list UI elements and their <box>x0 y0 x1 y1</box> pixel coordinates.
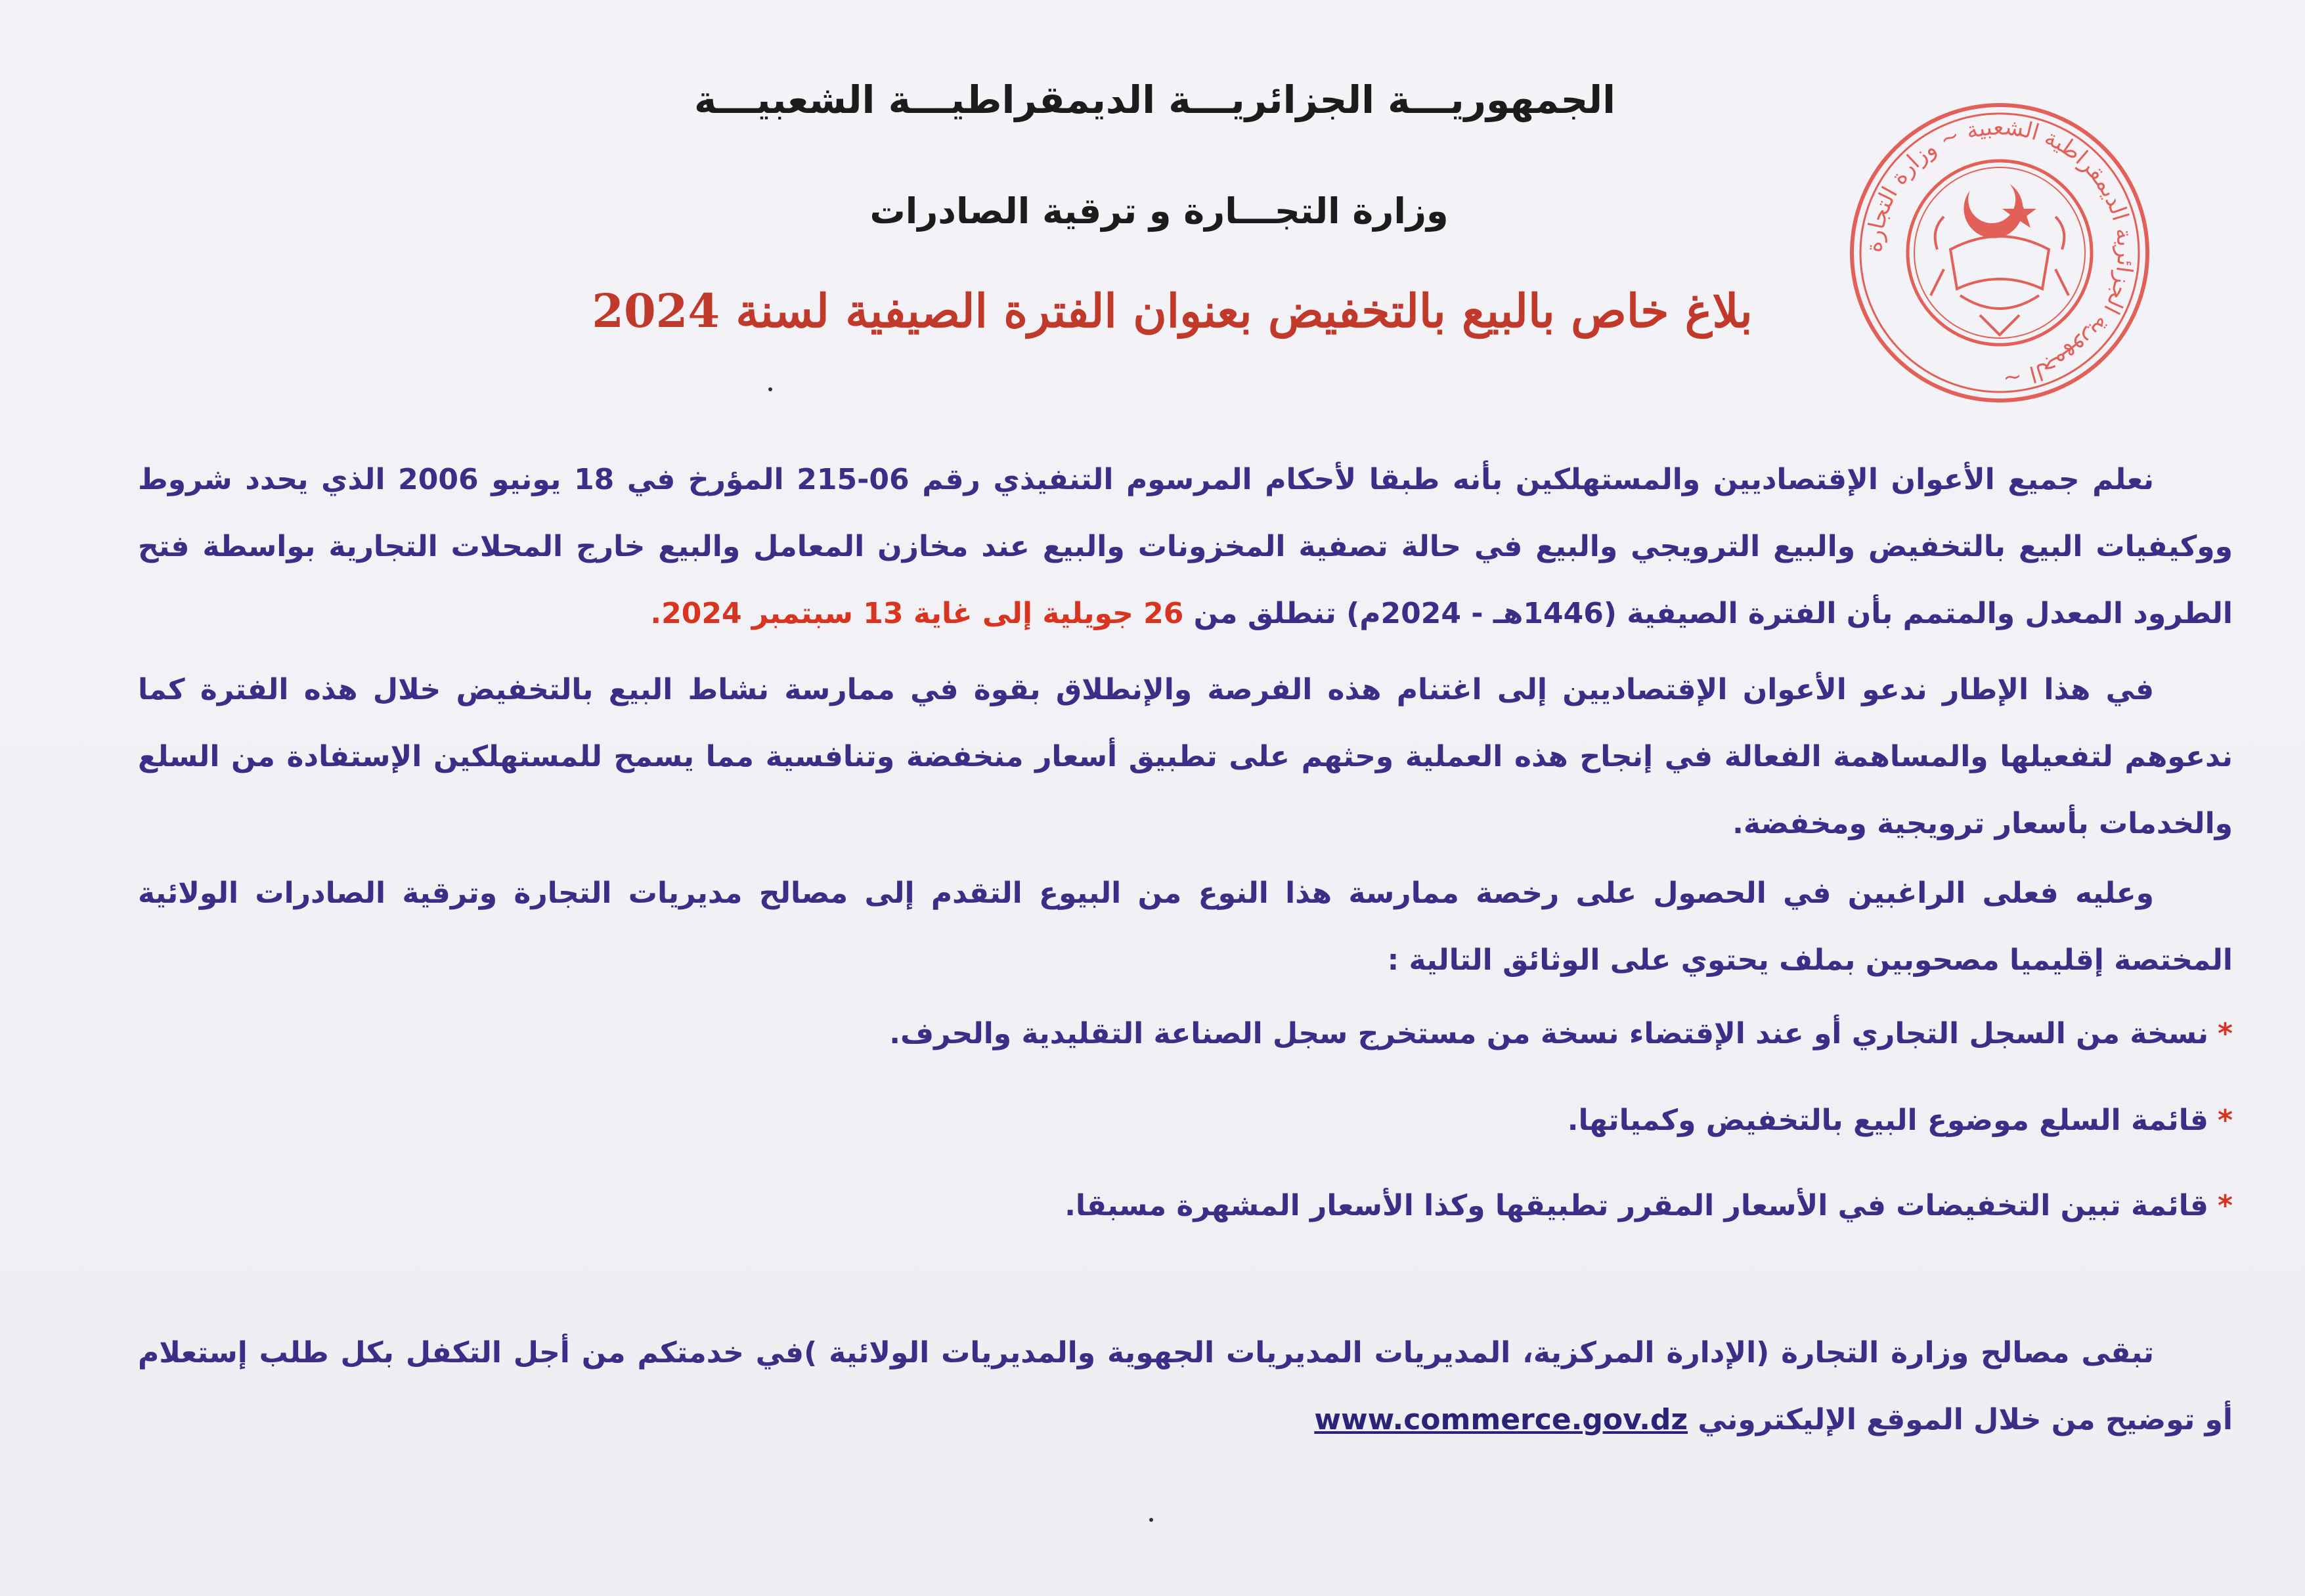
document-item <box>138 1183 2233 1229</box>
paragraph-intro <box>138 446 2233 647</box>
page-dot <box>768 387 772 391</box>
sale-period-dates: 26 جويلية إلى غاية 13 سبتمبر 2024. <box>650 597 1184 630</box>
paragraph-requirements-text: وعليه فعلى الراغبين في الحصول على رخصة ممارسة هذا النوع من البيوع التقدم إلى مصالح مديريات التجارة وترقية الصادرات الولائية المختصة إقليميا مصحوبين بملف يحتوي على الوثائق التالية : <box>138 876 2233 977</box>
announcement-title: بلاغ خاص بالبيع بالتخفيض بعنوان الفترة الصيفية لسنة 2024 <box>592 284 1753 338</box>
official-stamp <box>1845 98 2154 407</box>
bullet-star-icon: * <box>2217 1104 2233 1137</box>
document-item <box>138 1011 2233 1057</box>
paragraph-closing <box>138 1320 2233 1454</box>
ministry-header: وزارة التجـــارة و ترقية الصادرات <box>869 190 1449 232</box>
bullet-star-icon: * <box>2217 1189 2233 1222</box>
paragraph-invitation <box>138 657 2233 857</box>
ministry-website-link[interactable]: www.commerce.gov.dz <box>1314 1403 1688 1436</box>
document-item-text: نسخة من السجل التجاري أو عند الإقتضاء نسخة من مستخرج سجل الصناعة التقليدية والحرف. <box>889 1017 2208 1050</box>
page-dot <box>1149 1518 1153 1522</box>
bullet-star-icon: * <box>2217 1017 2233 1050</box>
seal-icon <box>1845 98 2154 407</box>
document-item <box>138 1098 2233 1144</box>
document-item-text: قائمة تبين التخفيضات في الأسعار المقرر تطبيقها وكذا الأسعار المشهرة مسبقا. <box>1065 1189 2208 1222</box>
paragraph-invitation-text: في هذا الإطار ندعو الأعوان الإقتصاديين إلى اغتنام هذه الفرصة والإنطلاق بقوة في ممارسة نشاط البيع بالتخفيض خلال هذه الفترة كما ندعوهم لتفعيلها والمساهمة الفعالة في إنجاح هذه العملية وحثهم على تطبيق أسعار منخفضة وتنافسية مما يسمح للمستهلكين الإستفادة من السلع والخدمات بأسعار ترويجية ومخفضة. <box>138 673 2233 840</box>
paragraph-closing-text: تبقى مصالح وزارة التجارة (الإدارة المركزية، المديريات المديريات الجهوية والمديريات الولائية )في خدمتكم من أجل التكفل بكل طلب إستعلام أو توضيح من خلال الموقع الإليكتروني <box>138 1336 2233 1436</box>
document-item-text: قائمة السلع موضوع البيع بالتخفيض وكمياتها. <box>1567 1104 2208 1137</box>
paragraph-requirements <box>138 860 2233 994</box>
paragraph-intro-text: نعلم جميع الأعوان الإقتصاديين والمستهلكين بأنه طبقا لأحكام المرسوم التنفيذي رقم 06-215 المؤرخ في 18 يونيو 2006 الذي يحدد شروط ووكيفيات البيع بالتخفيض والبيع الترويجي والبيع في حالة تصفية المخزونات والبيع عند مخازن المعامل والبيع خارج المحلات التجارية بواسطة فتح الطرود المعدل والمتمم بأن الفترة الصيفية (1446هـ - 2024م) تنطلق من <box>138 463 2233 630</box>
republic-header: الجمهوريـــة الجزائريـــة الديمقراطيـــة الشعبيـــة <box>694 77 1615 122</box>
svg-text:الجمهورية الجزائرية الديمقراطي: الجمهورية الجزائرية الديمقراطية الشعبية ~ وزارة التجارة ~ <box>1860 114 2139 392</box>
